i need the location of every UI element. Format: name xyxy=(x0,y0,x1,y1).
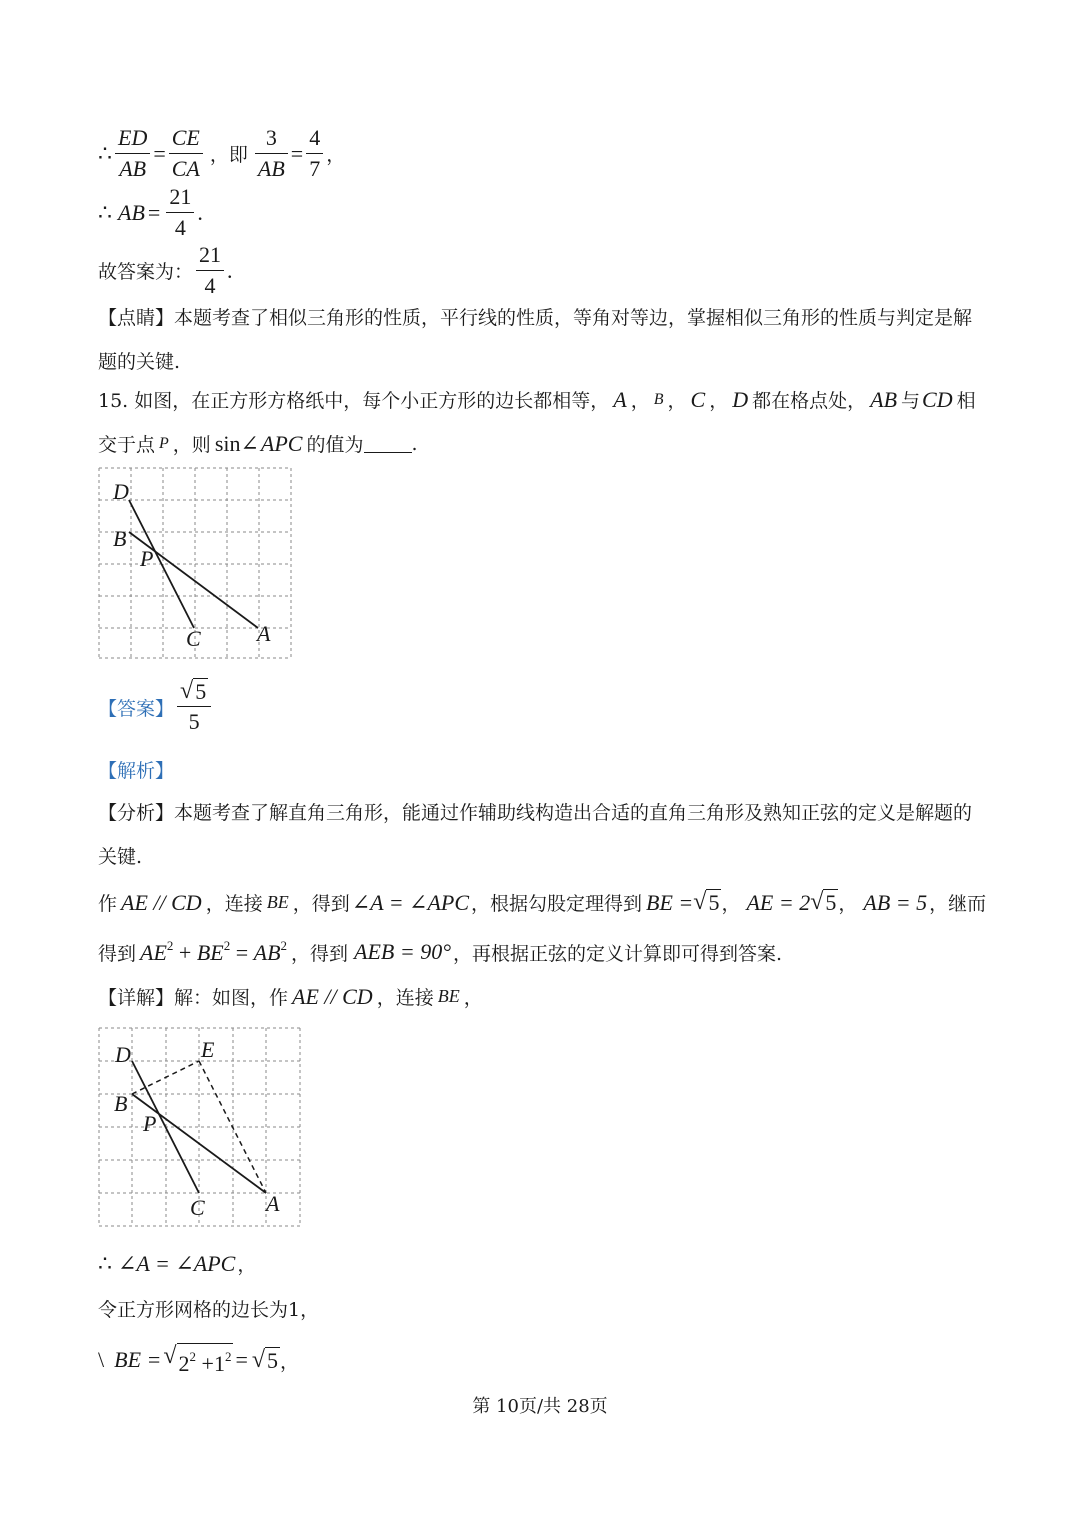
fraction-21-4 xyxy=(196,241,224,300)
label-e: E xyxy=(201,1037,215,1062)
q15-text: 交于点 xyxy=(98,434,156,456)
comma: ， xyxy=(237,1254,257,1276)
point-a: A xyxy=(613,386,627,412)
xiangjie-line xyxy=(98,983,483,1010)
radicand: 5 xyxy=(708,890,720,915)
exponent: 2 xyxy=(189,1349,197,1364)
label-a: A xyxy=(266,1191,280,1216)
question-15-line-1 xyxy=(98,386,976,413)
period: . xyxy=(197,199,203,225)
final-answer-line xyxy=(98,241,233,300)
label-a: A xyxy=(257,621,271,646)
math-be: BE xyxy=(437,986,460,1006)
q15-text: 都在格点处， xyxy=(752,390,867,412)
radicand xyxy=(177,1343,234,1377)
dianjing-line-1: 【点睛】本题考查了相似三角形的性质，平行线的性质，等角对等边，掌握相似三角形的性质与判定是解 xyxy=(98,307,973,329)
equals: = xyxy=(153,140,166,166)
math-ab-eq: AB = 5 xyxy=(863,889,928,915)
sqrt-sum: √ $2^2 +1^2$ xyxy=(163,1343,232,1376)
numerator: CE xyxy=(171,125,200,150)
radicand: 5 xyxy=(825,890,837,915)
answer-label: 【答案】 xyxy=(98,697,175,720)
lhs: AB xyxy=(118,199,145,225)
q15-text: 与 xyxy=(901,390,921,412)
denominator: CA xyxy=(171,156,200,181)
text: ， xyxy=(721,893,741,915)
math-ae-parallel-cd: AE // CD xyxy=(292,983,373,1009)
exponent: 2 xyxy=(280,938,288,953)
period: . xyxy=(411,432,418,455)
analysis-line-2 xyxy=(98,938,782,966)
analysis-line-1 xyxy=(98,889,986,916)
ab-value-line xyxy=(98,183,203,242)
math-right-angle: AEB = 90° xyxy=(354,939,452,964)
segment-ab: AB xyxy=(870,386,898,412)
answer-line xyxy=(98,678,214,736)
math-be-eq: BE = xyxy=(646,889,694,915)
question-15-line-2 xyxy=(98,430,418,457)
grid-unit-line: 令正方形网格的边长为1， xyxy=(98,1299,320,1321)
angle-equality-line xyxy=(98,1250,256,1277)
text: ，得到 xyxy=(292,893,350,915)
numerator: 21 xyxy=(169,184,192,209)
numerator: 4 xyxy=(309,125,321,150)
math-angle-equal: ∠A = ∠APC xyxy=(118,1250,236,1276)
plus: + xyxy=(173,940,197,965)
radicand: 5 xyxy=(267,1347,279,1373)
fraction-3-ab xyxy=(255,124,288,183)
term-ab: AB xyxy=(253,940,281,965)
text: 作 xyxy=(98,893,118,915)
label-c: C xyxy=(186,626,201,651)
text: ，再根据正弦的定义计算即可得到答案. xyxy=(453,942,783,965)
text: ，得到 xyxy=(291,942,349,965)
numerator: ED xyxy=(118,125,148,150)
period: . xyxy=(227,257,233,283)
label-c: C xyxy=(190,1195,205,1220)
text: 得到 xyxy=(98,942,137,965)
text: ， xyxy=(838,893,858,915)
figure-2-grid xyxy=(92,1022,306,1232)
label-b: B xyxy=(113,526,127,551)
equals: = xyxy=(290,140,304,166)
label-d: D xyxy=(113,479,129,504)
figure-1-grid xyxy=(92,462,302,662)
sep: ， xyxy=(630,390,650,412)
backslash-symbol: \ xyxy=(98,1347,105,1372)
denominator: AB xyxy=(119,156,147,181)
equals: = xyxy=(230,940,254,965)
math-ae-eq: AE = 2 xyxy=(746,889,811,915)
be-calc-line xyxy=(98,1343,299,1377)
fenxi-line-1: 【分析】本题考查了解直角三角形，能通过作辅助线构造出合适的直角三角形及熟知正弦的定义是解题的 xyxy=(98,802,973,824)
exponent: 2 xyxy=(166,938,174,953)
segment-cd: CD xyxy=(922,386,953,412)
term-be: BE xyxy=(196,940,224,965)
jiexi-label: 【解析】 xyxy=(98,760,175,782)
answer-prefix: 故答案为： xyxy=(98,261,194,283)
sep: ， xyxy=(667,390,687,412)
q15-text: 15. 如图，在正方形方格纸中，每个小正方形的边长都相等， xyxy=(98,390,610,412)
plus-one: +1 xyxy=(196,1351,225,1376)
denominator: 5 xyxy=(188,709,200,734)
point-p: P xyxy=(159,434,169,452)
point-b: B xyxy=(653,390,664,408)
denominator: 4 xyxy=(174,215,186,240)
radicand: 5 xyxy=(195,679,207,704)
math-be: BE xyxy=(266,892,289,912)
label-b: B xyxy=(114,1091,128,1116)
equals: = xyxy=(235,1347,248,1372)
angle-apc: APC xyxy=(260,430,303,456)
math-be-eq: BE = xyxy=(114,1347,162,1372)
exponent: 2 xyxy=(223,938,231,953)
therefore-symbol: ∴ xyxy=(98,140,112,166)
numerator: 21 xyxy=(199,242,222,267)
math-angle-equal: ∠A = ∠APC xyxy=(351,889,470,915)
base: 2 xyxy=(178,1351,190,1376)
q15-text: 相 xyxy=(956,390,976,412)
exponent: 2 xyxy=(224,1349,232,1364)
fraction-ed-ab xyxy=(115,124,150,183)
text: ，继而 xyxy=(929,893,987,915)
therefore-symbol: ∴ xyxy=(98,1250,112,1276)
q15-text: ，则 xyxy=(172,434,211,456)
comma: ， xyxy=(280,1350,300,1373)
sin-function: sin∠ xyxy=(214,430,259,456)
denominator: 7 xyxy=(309,156,321,181)
sqrt-5: √ 5 xyxy=(810,889,837,915)
therefore-symbol: ∴ xyxy=(98,199,112,225)
term-ae: AE xyxy=(140,940,167,965)
sqrt-5: √ 5 xyxy=(251,1346,279,1373)
answer-blank[interactable] xyxy=(364,434,412,453)
label-p: P xyxy=(140,546,154,571)
label-d: D xyxy=(115,1042,131,1067)
text-ji: ，即 xyxy=(209,144,248,166)
math-pythagoras xyxy=(140,938,287,966)
sep: ， xyxy=(709,390,729,412)
label-p: P xyxy=(143,1111,157,1136)
fraction-ce-ca xyxy=(169,124,203,183)
q15-text: 的值为 xyxy=(306,434,364,456)
fenxi-line-2: 关键. xyxy=(98,846,143,868)
fraction-4-7 xyxy=(306,124,323,183)
text: ，连接 xyxy=(376,987,434,1009)
dianjing-line-2: 题的关键. xyxy=(98,351,181,373)
text: 【详解】解：如图，作 xyxy=(98,987,289,1009)
fraction-sqrt5-5 xyxy=(177,678,211,736)
denominator: AB xyxy=(257,156,285,181)
text: ， xyxy=(463,987,483,1009)
text: ，根据勾股定理得到 xyxy=(471,893,643,915)
numerator: 3 xyxy=(265,125,277,150)
ratio-line xyxy=(98,124,345,183)
sqrt-5: √ 5 xyxy=(693,889,720,915)
sqrt-5: √ 5 xyxy=(180,678,207,704)
point-d: D xyxy=(732,386,749,412)
text: ，连接 xyxy=(205,893,263,915)
equals: = xyxy=(147,199,161,225)
comma: ， xyxy=(326,144,346,166)
fraction-21-4 xyxy=(166,183,194,242)
page-footer: 第 10页/共 28页 xyxy=(472,1396,608,1417)
denominator: 4 xyxy=(204,273,216,298)
math-ae-parallel-cd: AE // CD xyxy=(121,889,202,915)
point-c: C xyxy=(690,386,706,412)
